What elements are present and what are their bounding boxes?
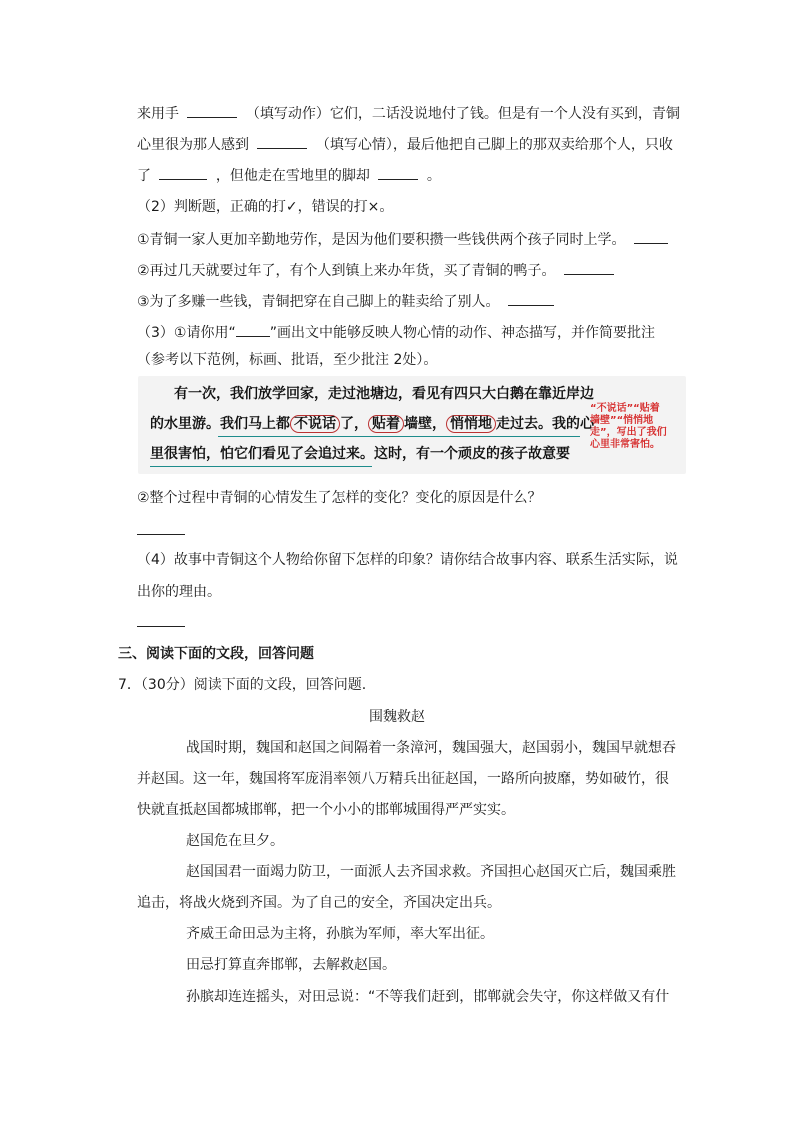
passage-line: 田忌打算直奔邯郸，去解救赵国。 (186, 957, 396, 973)
annotate-instruction-1: （3）①请你用“ ”画出文中能够反映人物心情的动作、神态描写，并作简要批注 (137, 322, 655, 343)
judge-item-2: ②再过几天就要过年了，有个人到镇上来办年货，买了青铜的鸭子。 (137, 260, 618, 281)
circled-phrase: 悄悄地 (446, 415, 496, 433)
fill-line-3: 了 ，但他走在雪地里的脚却 。 (137, 165, 441, 186)
judge-item-1: ①青铜一家人更加辛勤地劳作，是因为他们要积攒一些钱供两个孩子同时上学。 (137, 229, 672, 250)
judge-item-3: ③为了多赚一些钱，青铜把穿在自己脚上的鞋卖给了别人。 (137, 291, 558, 312)
judge-title: （2）判断题，正确的打✓，错误的打×。 (137, 199, 394, 215)
example-row-3: 里很害怕，怕它们看见了会追过来。这时，有一个顽皮的孩子故意要 (150, 446, 570, 462)
passage-line: 赵国国君一面竭力防卫，一面派人去齐国求救。齐国担心赵国灭亡后，魏国乘胜 (186, 864, 676, 880)
fill-line-1: 来用手 （填写动作）它们，二话没说地付了钱。但是有一个人没有买到，青铜 (137, 103, 680, 124)
passage-line: 战国时期，魏国和赵国之间隔着一条漳河，魏国强大，赵国弱小，魏国早就想吞 (186, 740, 676, 756)
annotate-question-2: ②整个过程中青铜的心情发生了怎样的变化？变化的原因是什么？ (137, 490, 542, 506)
passage-line: 孙膑却连连摇头，对田忌说：“不等我们赶到，邯郸就会失守，你这样做又有什 (186, 989, 670, 1005)
passage-line: 并赵国。这一年，魏国将军庞涓率领八万精兵出征赵国，一路所向披靡，势如破竹，很 (137, 771, 669, 787)
answer-blank[interactable] (378, 165, 418, 180)
example-row-1: 有一次，我们放学回家，走过池塘边，看见有四只大白鹅在靠近岸边 (174, 386, 594, 402)
answer-blank[interactable] (137, 520, 185, 535)
circled-phrase: 贴着 (368, 415, 404, 433)
answer-line[interactable] (137, 612, 185, 633)
example-row-2: 的水里游。我们马上都 不说话 了， 贴着 墙壁， 悄悄地 走过去。我的心 (150, 416, 594, 432)
answer-blank[interactable] (508, 291, 554, 306)
answer-blank[interactable] (257, 134, 307, 149)
answer-blank[interactable] (634, 229, 668, 244)
passage-line: 赵国危在旦夕。 (186, 833, 284, 849)
passage-title: 围魏救赵 (369, 709, 425, 725)
underline-mark (150, 466, 372, 467)
passage-line: 齐威王命田忌为主将，孙膑为军师，率大军出征。 (186, 926, 494, 942)
answer-blank[interactable] (159, 165, 207, 180)
passage-line: 追击，将战火烧到齐国。为了自己的安全，齐国决定出兵。 (137, 895, 501, 911)
question-7: 7．（30分）阅读下面的文段，回答问题. (118, 677, 367, 693)
answer-blank[interactable] (564, 260, 614, 275)
underline-mark (218, 436, 580, 437)
answer-blank[interactable] (137, 612, 185, 627)
underline-sample (236, 322, 270, 337)
section-title: 三、阅读下面的文段，回答问题 (118, 646, 314, 662)
answer-blank[interactable] (187, 103, 237, 118)
circled-phrase: 不说话 (290, 415, 340, 433)
answer-line[interactable] (137, 520, 185, 541)
annotate-instruction-2: （参考以下范例，标画、批语，至少批注 2处）。 (137, 352, 438, 368)
impression-line-1: （4）故事中青铜这个人物给你留下怎样的印象？请你结合故事内容、联系生活实际，说 (137, 552, 678, 568)
annotation-note: “不说话”“贴着 墙壁”“悄悄地 走”，写出了我们 心里非常害怕。 (590, 403, 667, 450)
passage-line: 快就直抵赵国都城邯郸，把一个小小的邯郸城围得严严实实。 (137, 802, 515, 818)
fill-line-2: 心里很为那人感到 （填写心情），最后他把自己脚上的那双卖给那个人，只收 (137, 134, 673, 155)
impression-line-2: 出你的理由。 (137, 584, 221, 600)
